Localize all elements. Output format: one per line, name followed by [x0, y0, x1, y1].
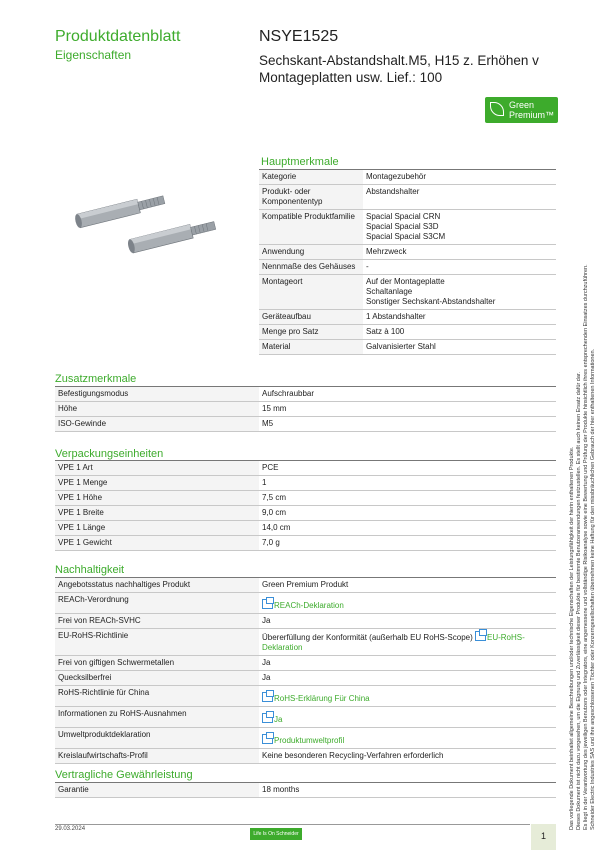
value-text: Green Premium Produkt: [262, 580, 349, 589]
value-text: Ja: [262, 616, 271, 625]
document-link[interactable]: [262, 715, 282, 724]
table-row: [55, 686, 556, 707]
value-line: Spacial Spacial S3CM: [366, 232, 446, 241]
document-subtitle: Eigenschaften: [55, 48, 132, 62]
property-label: ISO-Gewinde: [55, 417, 259, 432]
property-label: Frei von giftigen Schwermetallen: [55, 656, 259, 671]
value-text: 18 months: [262, 785, 300, 794]
property-value: [363, 210, 556, 245]
property-label: Geräteaufbau: [259, 310, 363, 325]
value-line: -: [366, 262, 369, 271]
nachhaltigkeit-table: [55, 578, 556, 764]
table-row: [55, 671, 556, 686]
property-value: [363, 325, 556, 340]
property-value: [259, 593, 556, 614]
section-title-nachhaltigkeit: Nachhaltigkeit: [55, 564, 125, 576]
value-text: Keine besonderen Recycling-Verfahren erforderlich: [262, 751, 444, 760]
property-value: [363, 310, 556, 325]
table-row: [55, 521, 556, 536]
property-label: Nennmaße des Gehäuses: [259, 260, 363, 275]
property-label: Befestigungsmodus: [55, 387, 259, 402]
property-value: [363, 275, 556, 310]
property-value: [259, 387, 556, 402]
property-label: VPE 1 Menge: [55, 476, 259, 491]
document-link[interactable]: [262, 601, 344, 610]
property-value: [259, 614, 556, 629]
property-value: [259, 749, 556, 764]
property-value: [259, 461, 556, 476]
property-value: [363, 185, 556, 210]
disclaimer-vertical: [569, 264, 601, 830]
property-label: Material: [259, 340, 363, 355]
footer-date: 29.03.2024: [55, 826, 86, 832]
value-text: 15 mm: [262, 404, 287, 413]
value-text: Übererfüllung der Konformität (außerhalb EU RoHS-Scope): [262, 633, 473, 642]
property-label: VPE 1 Art: [55, 461, 259, 476]
property-label: Frei von REACh-SVHC: [55, 614, 259, 629]
section-title-zusatzmerkmale: Zusatzmerkmale: [55, 373, 137, 385]
value-line: Mehrzweck: [366, 247, 407, 256]
value-line: Satz à 100: [366, 327, 405, 336]
table-row: [55, 578, 556, 593]
property-value: [259, 728, 556, 749]
table-row: [55, 629, 556, 656]
disclaimer-line: Es liegt in der Verantwortung des jeweiligen Benutzers oder Integrators, eine angemessene und vollständige Risikoanalyse sowie eine Bewertung und Prüfung der Produkte hinsichtlich ihres entsprechenden Einsatzes durchzuführen.: [583, 264, 589, 830]
header-right: [259, 28, 559, 86]
external-link-icon: [262, 713, 273, 723]
table-row: [55, 402, 556, 417]
property-value: [259, 536, 556, 551]
zusatzmerkmale-table: [55, 387, 556, 432]
table-row: [55, 728, 556, 749]
section-title-verpackung: Verpackungseinheiten: [55, 448, 164, 460]
disclaimer-line: Dieses Dokument ist nicht dazu vorgesehen, um die Eignung und Zuverlässigkeit dieser Produkte für bestimmte Benutzeranwendungen festzustellen. Es stellt auch keinen Ersatz dafür dar.: [576, 372, 582, 830]
property-label: Kompatible Produktfamilie: [259, 210, 363, 245]
table-row: [55, 707, 556, 728]
table-row: [259, 170, 556, 185]
table-row: [55, 506, 556, 521]
property-label: VPE 1 Höhe: [55, 491, 259, 506]
value-text: 7,5 cm: [262, 493, 287, 502]
table-row: [55, 749, 556, 764]
property-value: [259, 707, 556, 728]
value-line: Sonstiger Sechskant-Abstandshalter: [366, 297, 496, 306]
value-text: 7,0 g: [262, 538, 280, 547]
table-row: [259, 275, 556, 310]
property-value: [259, 686, 556, 707]
table-row: [55, 417, 556, 432]
property-value: [259, 506, 556, 521]
green-premium-badge: [485, 97, 558, 123]
value-line: Auf der Montageplatte: [366, 277, 445, 286]
property-value: [259, 402, 556, 417]
property-label: Kreislaufwirtschafts-Profil: [55, 749, 259, 764]
value-text: 9,0 cm: [262, 508, 287, 517]
property-label: Montageort: [259, 275, 363, 310]
property-label: Höhe: [55, 402, 259, 417]
value-text: Ja: [262, 673, 271, 682]
value-line: Montagezubehör: [366, 172, 427, 181]
external-link-icon: [262, 692, 273, 702]
external-link-icon: [262, 734, 273, 744]
property-value: [259, 629, 556, 656]
table-row: [55, 476, 556, 491]
property-label: Garantie: [55, 783, 259, 798]
hauptmerkmale-table: [259, 170, 556, 355]
disclaimer-line: Das vorliegende Dokument beinhaltet allgemeine Beschreibungen und/oder technische Eigenschaften der Leistungsfähigkeit der hierin enthaltenen Produkte.: [569, 446, 575, 830]
property-value: [363, 340, 556, 355]
property-label: Angebotsstatus nachhaltiges Produkt: [55, 578, 259, 593]
section-title-gewaehrleistung: Vertragliche Gewährleistung: [55, 769, 193, 781]
table-row: [259, 340, 556, 355]
property-value: [259, 521, 556, 536]
link-label[interactable]: Produktumweltprofil: [274, 736, 345, 745]
link-label[interactable]: Ja: [274, 715, 283, 724]
link-label[interactable]: REACh-Deklaration: [274, 601, 344, 610]
value-text: Aufschraubbar: [262, 389, 315, 398]
property-label: Umweltproduktdeklaration: [55, 728, 259, 749]
table-row: [259, 325, 556, 340]
value-text: Ja: [262, 658, 271, 667]
external-link-icon: [475, 631, 486, 641]
value-line: Schaltanlage: [366, 287, 413, 296]
value-line: 1 Abstandshalter: [366, 312, 426, 321]
table-row: [55, 614, 556, 629]
property-label: Anwendung: [259, 245, 363, 260]
footer-divider: [55, 824, 530, 825]
document-link[interactable]: [262, 736, 344, 745]
property-value: [259, 656, 556, 671]
value-text: 14,0 cm: [262, 523, 291, 532]
badge-line-1: Green: [509, 100, 535, 110]
table-row: [259, 245, 556, 260]
product-code: NSYE1525: [259, 28, 339, 45]
property-value: [259, 491, 556, 506]
property-value: [259, 671, 556, 686]
value-text: PCE: [262, 463, 279, 472]
property-value: [259, 578, 556, 593]
schneider-logo: Life Is On Schneider: [250, 828, 302, 840]
value-text: M5: [262, 419, 274, 428]
property-label: Produkt- oder Komponententyp: [259, 185, 363, 210]
property-label: VPE 1 Länge: [55, 521, 259, 536]
product-description: Sechskant-Abstandshalt.M5, H15 z. Erhöhen v Montageplatten usw. Lief.: 100: [259, 53, 539, 85]
value-line: Spacial Spacial S3D: [366, 222, 439, 231]
property-label: Kategorie: [259, 170, 363, 185]
table-row: [259, 260, 556, 275]
property-value: [259, 417, 556, 432]
property-value: [259, 783, 556, 798]
leaf-icon: [490, 102, 504, 116]
value-line: Spacial Spacial CRN: [366, 212, 441, 221]
header-left: [55, 28, 180, 62]
gewaehrleistung-table: [55, 783, 556, 798]
external-link-icon: [262, 599, 273, 609]
table-row: [259, 185, 556, 210]
link-label[interactable]: EU-RoHS-Deklaration: [262, 633, 525, 652]
property-label: VPE 1 Breite: [55, 506, 259, 521]
badge-line-2: Premium™: [509, 110, 555, 120]
table-row: [55, 491, 556, 506]
table-row: [55, 783, 556, 798]
link-label[interactable]: RoHS-Erklärung Für China: [274, 694, 370, 703]
page-number: 1: [531, 824, 556, 850]
property-value: [363, 260, 556, 275]
property-label: REACh-Verordnung: [55, 593, 259, 614]
property-value: [363, 170, 556, 185]
property-label: Informationen zu RoHS-Ausnahmen: [55, 707, 259, 728]
value-line: Abstandshalter: [366, 187, 420, 196]
property-value: [259, 476, 556, 491]
verpackung-table: [55, 461, 556, 551]
property-label: Menge pro Satz: [259, 325, 363, 340]
table-row: [55, 656, 556, 671]
property-value: [363, 245, 556, 260]
value-text: 1: [262, 478, 267, 487]
property-label: EU-RoHS-Richtlinie: [55, 629, 259, 656]
table-row: [55, 387, 556, 402]
table-row: [55, 536, 556, 551]
document-link[interactable]: [262, 694, 370, 703]
document-type-title: Produktdatenblatt: [55, 28, 181, 45]
property-label: RoHS-Richtlinie für China: [55, 686, 259, 707]
property-label: VPE 1 Gewicht: [55, 536, 259, 551]
section-title-hauptmerkmale: Hauptmerkmale: [261, 156, 339, 168]
disclaimer-line: Schneider Electric Industries SAS und ihre angeschlossenen Töchter oder Konzerngesellschaften übernehmen keine Haftung für den missbräuchlichen Gebrauch der hier enthaltenen Informationen.: [590, 348, 596, 830]
table-row: [55, 593, 556, 614]
table-row: [259, 210, 556, 245]
table-row: [55, 461, 556, 476]
value-line: Galvanisierter Stahl: [366, 342, 436, 351]
product-image: [60, 182, 220, 262]
property-label: Quecksilberfrei: [55, 671, 259, 686]
table-row: [259, 310, 556, 325]
